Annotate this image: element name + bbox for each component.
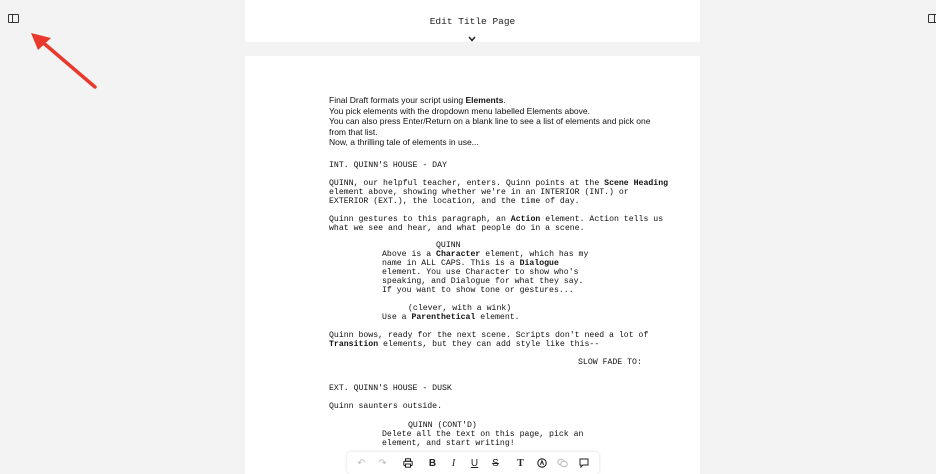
annotation-arrow-icon (28, 30, 100, 92)
redo-button[interactable]: ↷ (378, 457, 387, 469)
highlighter-icon (537, 458, 547, 468)
comments-icon (557, 458, 568, 468)
dialogue: Above is a Character element, which has my name in ALL CAPS. This is a Dialogue element. You use Character to show who's speaking, and Dialogue for what they say. If you want to show tone or gestures... (382, 250, 589, 295)
scene-heading: INT. QUINN'S HOUSE - DAY (329, 161, 447, 170)
highlight-button[interactable] (531, 454, 552, 472)
title-page-header (245, 0, 700, 42)
italic-button[interactable]: I (451, 457, 456, 469)
print-button[interactable] (397, 454, 418, 472)
underline-button[interactable]: U (470, 457, 479, 469)
comments-button[interactable] (552, 454, 573, 472)
intro-line: Final Draft formats your script using Elements. (329, 95, 506, 105)
strikethrough-button[interactable]: S (492, 457, 499, 469)
character-name: QUINN (CONT'D) (408, 421, 477, 430)
printer-icon (403, 458, 413, 468)
character-name: QUINN (436, 241, 461, 250)
action-paragraph: QUINN, our helpful teacher, enters. Quinn points at the Scene Heading element above, showing whether we're in an INTERIOR (INT.) or EXTERIOR (EXT.), the location, and the time of day. (329, 179, 669, 206)
intro-line: Now, a thrilling tale of elements in use... (329, 137, 479, 147)
transition: SLOW FADE TO: (578, 358, 642, 367)
bold-button[interactable]: B (428, 457, 437, 469)
chevron-down-icon[interactable] (467, 34, 477, 44)
formatting-toolbar (347, 452, 599, 474)
right-sidebar-toggle-icon[interactable] (928, 14, 936, 23)
left-sidebar-toggle-icon[interactable] (8, 14, 19, 23)
script-page[interactable] (245, 56, 700, 474)
scene-heading: EXT. QUINN'S HOUSE - DUSK (329, 384, 452, 393)
dialogue: Delete all the text on this page, pick an element, and start writing! (382, 430, 584, 448)
action-paragraph: Quinn bows, ready for the next scene. Scripts don't need a lot of Transition elements, but they can add style like this-- (329, 331, 649, 349)
dialogue: Use a Parenthetical element. (382, 313, 520, 322)
intro-text (329, 95, 669, 148)
note-icon (579, 458, 589, 468)
intro-line: You can also press Enter/Return on a blank line to see a list of elements and pick one from that list. (329, 116, 651, 137)
undo-button[interactable]: ↶ (357, 457, 366, 469)
add-note-button[interactable] (573, 454, 594, 472)
elements-emphasis: Elements (465, 95, 504, 105)
edit-title-page-link[interactable]: Edit Title Page (429, 16, 516, 27)
parenthetical: (clever, with a wink) (408, 304, 512, 313)
action-paragraph: Quinn saunters outside. (329, 402, 443, 411)
text-style-button[interactable]: T (517, 457, 524, 469)
action-paragraph: Quinn gestures to this paragraph, an Action element. Action tells us what we see and hear, and what people do in a scene. (329, 215, 664, 233)
intro-line: You pick elements with the dropdown menu labelled Elements above. (329, 105, 590, 116)
